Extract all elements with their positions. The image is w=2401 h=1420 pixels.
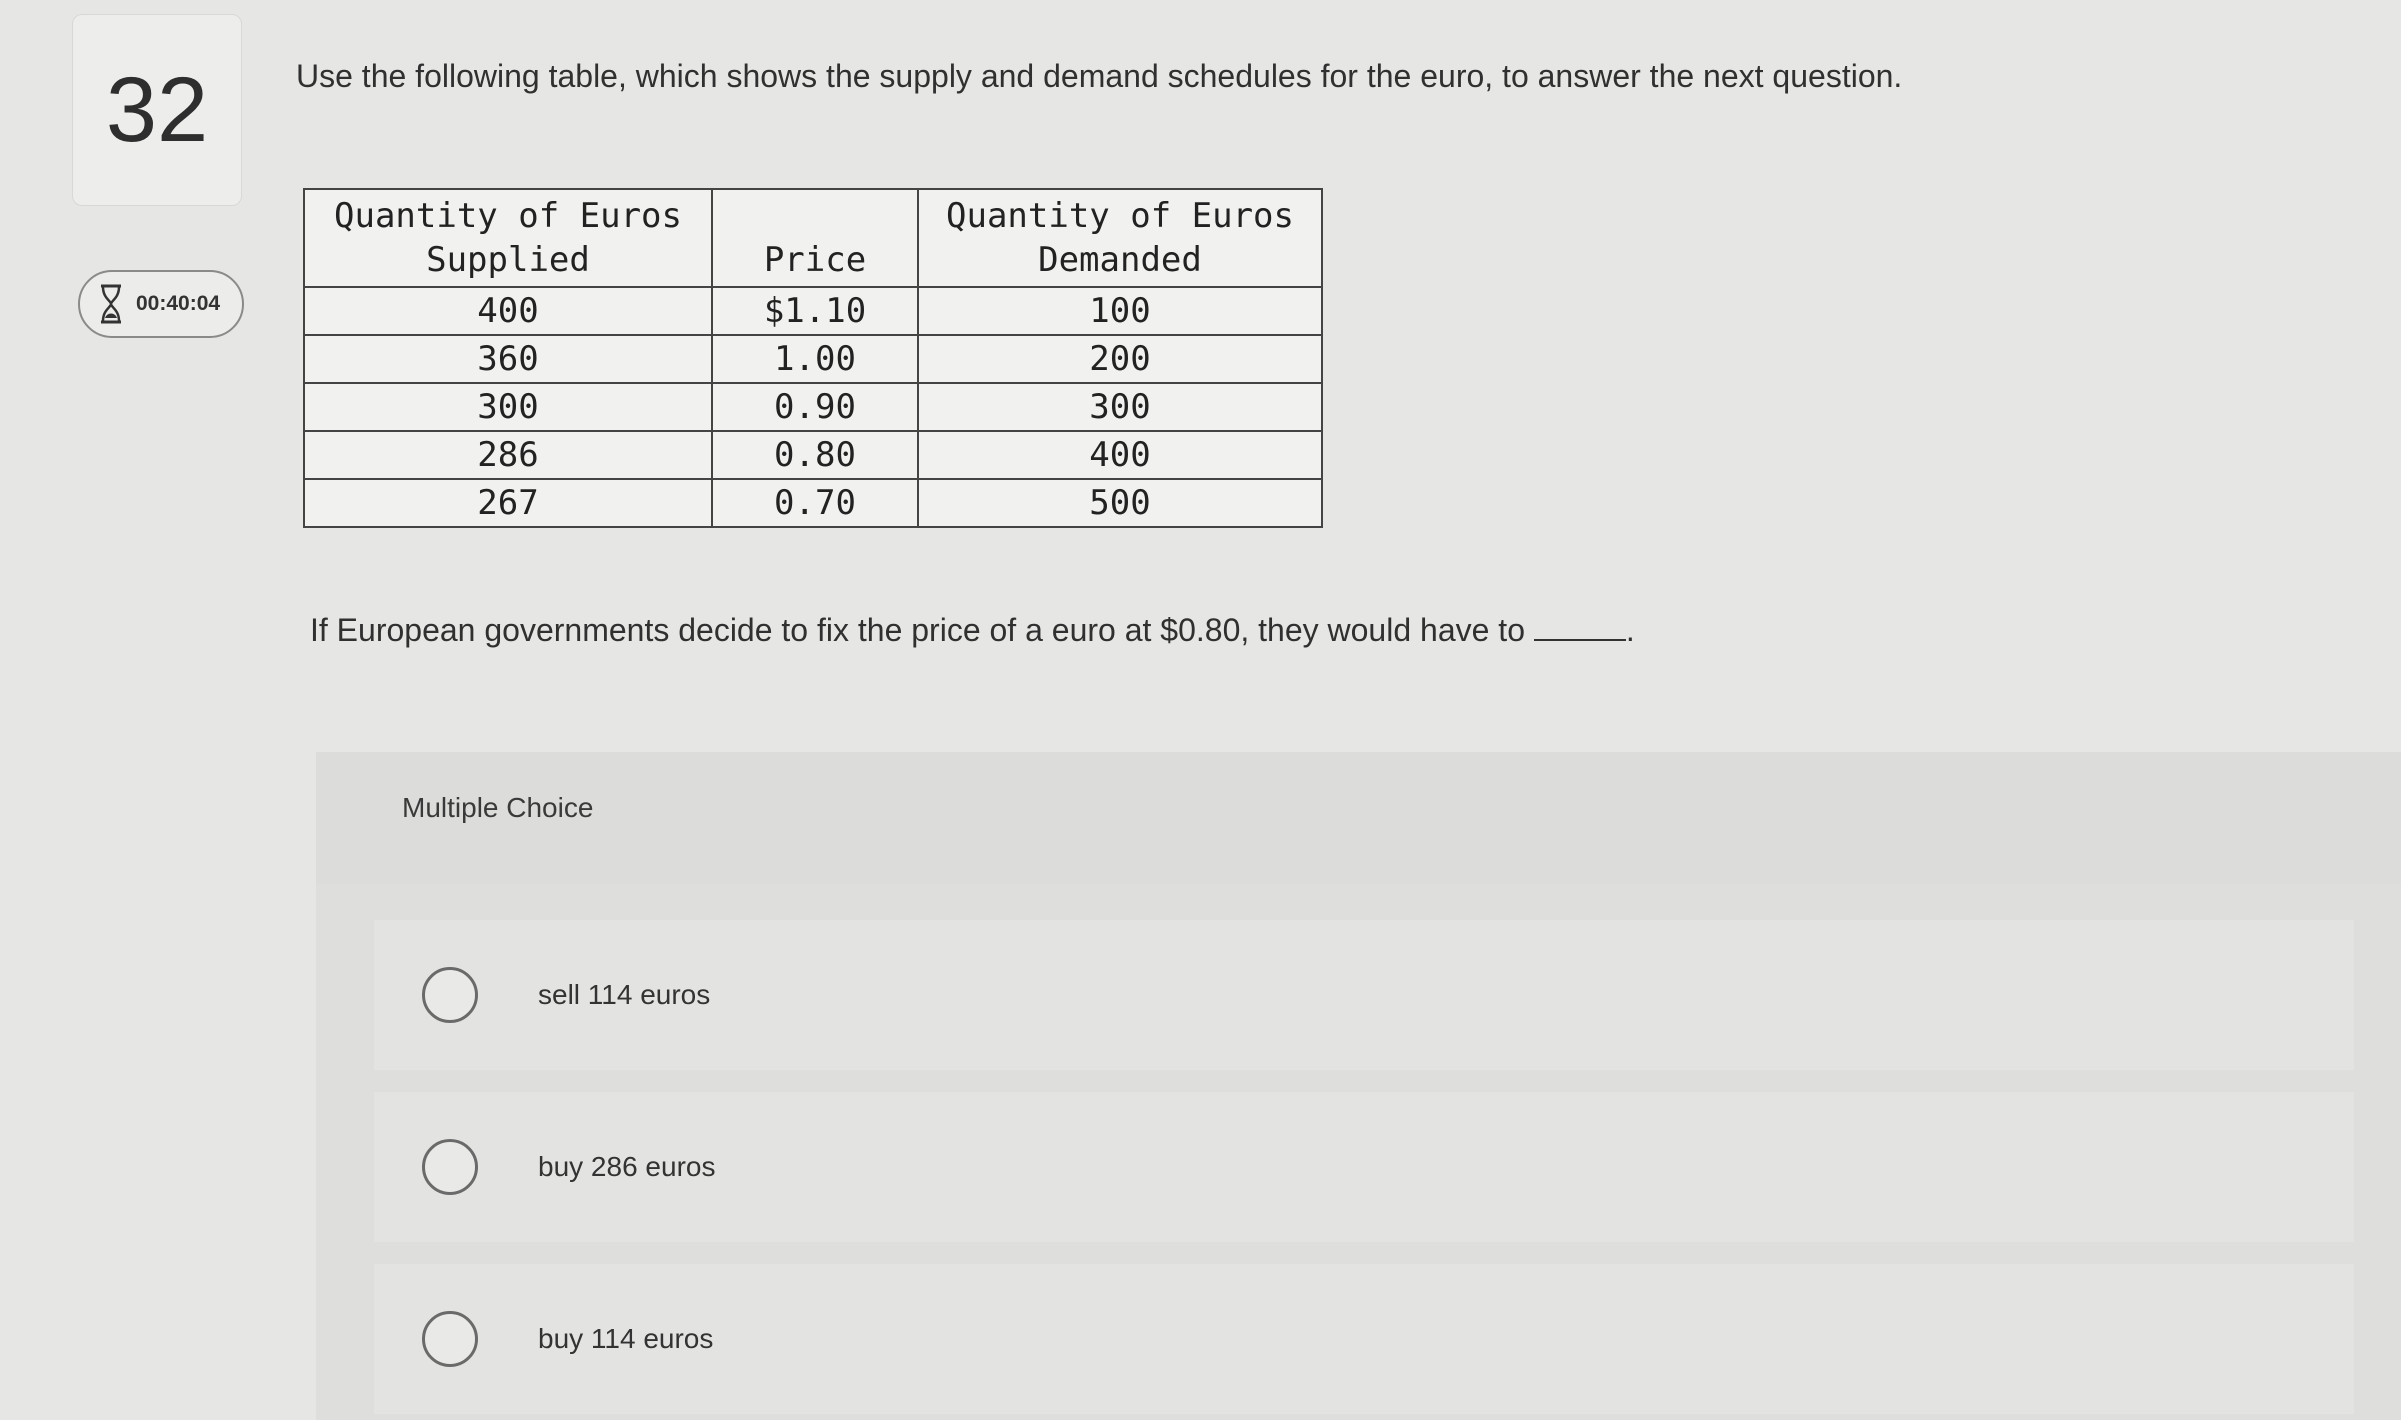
table-container xyxy=(303,188,1323,528)
question-text xyxy=(310,612,1710,649)
choice-label[interactable]: buy 114 euros xyxy=(538,1323,714,1354)
cell-demanded: 400 xyxy=(918,431,1322,479)
answer-blank xyxy=(1534,639,1626,641)
choice-label[interactable]: buy 286 euros xyxy=(538,1151,716,1182)
radio-button[interactable] xyxy=(422,1139,478,1195)
question-ending: . xyxy=(1625,612,1635,648)
choice-label[interactable]: sell 114 euros xyxy=(538,979,711,1010)
choice-option-3[interactable] xyxy=(374,1264,2354,1414)
intro-text: Use the following table, which shows the supply and demand schedules for the euro, to answer the next question. xyxy=(296,58,1903,94)
cell-price: 1.00 xyxy=(712,335,918,383)
multiple-choice-panel xyxy=(316,752,2401,1420)
question-stem: If European governments decide to fix the price of a euro at $0.80, they would have to xyxy=(310,612,1525,648)
radio-button[interactable] xyxy=(422,967,478,1023)
cell-price: $1.10 xyxy=(712,287,918,335)
table-header-row xyxy=(304,189,1322,287)
cell-demanded: 200 xyxy=(918,335,1322,383)
hourglass-icon xyxy=(98,284,124,324)
timer-badge[interactable] xyxy=(78,270,244,338)
cell-price: 0.90 xyxy=(712,383,918,431)
choice-option-1[interactable] xyxy=(374,920,2354,1070)
left-rail xyxy=(0,0,260,1420)
choice-option-2[interactable] xyxy=(374,1092,2354,1242)
header-quantity-demanded: Quantity of Euros Demanded xyxy=(918,189,1322,287)
cell-demanded: 300 xyxy=(918,383,1322,431)
cell-supplied: 400 xyxy=(304,287,712,335)
cell-supplied: 267 xyxy=(304,479,712,527)
multiple-choice-header xyxy=(316,752,2401,884)
radio-button[interactable] xyxy=(422,1311,478,1367)
cell-price: 0.70 xyxy=(712,479,918,527)
cell-demanded: 100 xyxy=(918,287,1322,335)
cell-price: 0.80 xyxy=(712,431,918,479)
cell-demanded: 500 xyxy=(918,479,1322,527)
table-row xyxy=(304,431,1322,479)
table-row xyxy=(304,287,1322,335)
cell-supplied: 286 xyxy=(304,431,712,479)
cell-supplied: 360 xyxy=(304,335,712,383)
header-quantity-supplied: Quantity of Euros Supplied xyxy=(304,189,712,287)
table-row xyxy=(304,335,1322,383)
supply-demand-table xyxy=(303,188,1323,528)
question-number: 32 xyxy=(72,14,242,206)
multiple-choice-label: Multiple Choice xyxy=(402,792,594,823)
header-price: Price xyxy=(712,189,918,287)
timer-text: 00:40:04 xyxy=(136,292,221,315)
table-row xyxy=(304,383,1322,431)
table-row xyxy=(304,479,1322,527)
cell-supplied: 300 xyxy=(304,383,712,431)
